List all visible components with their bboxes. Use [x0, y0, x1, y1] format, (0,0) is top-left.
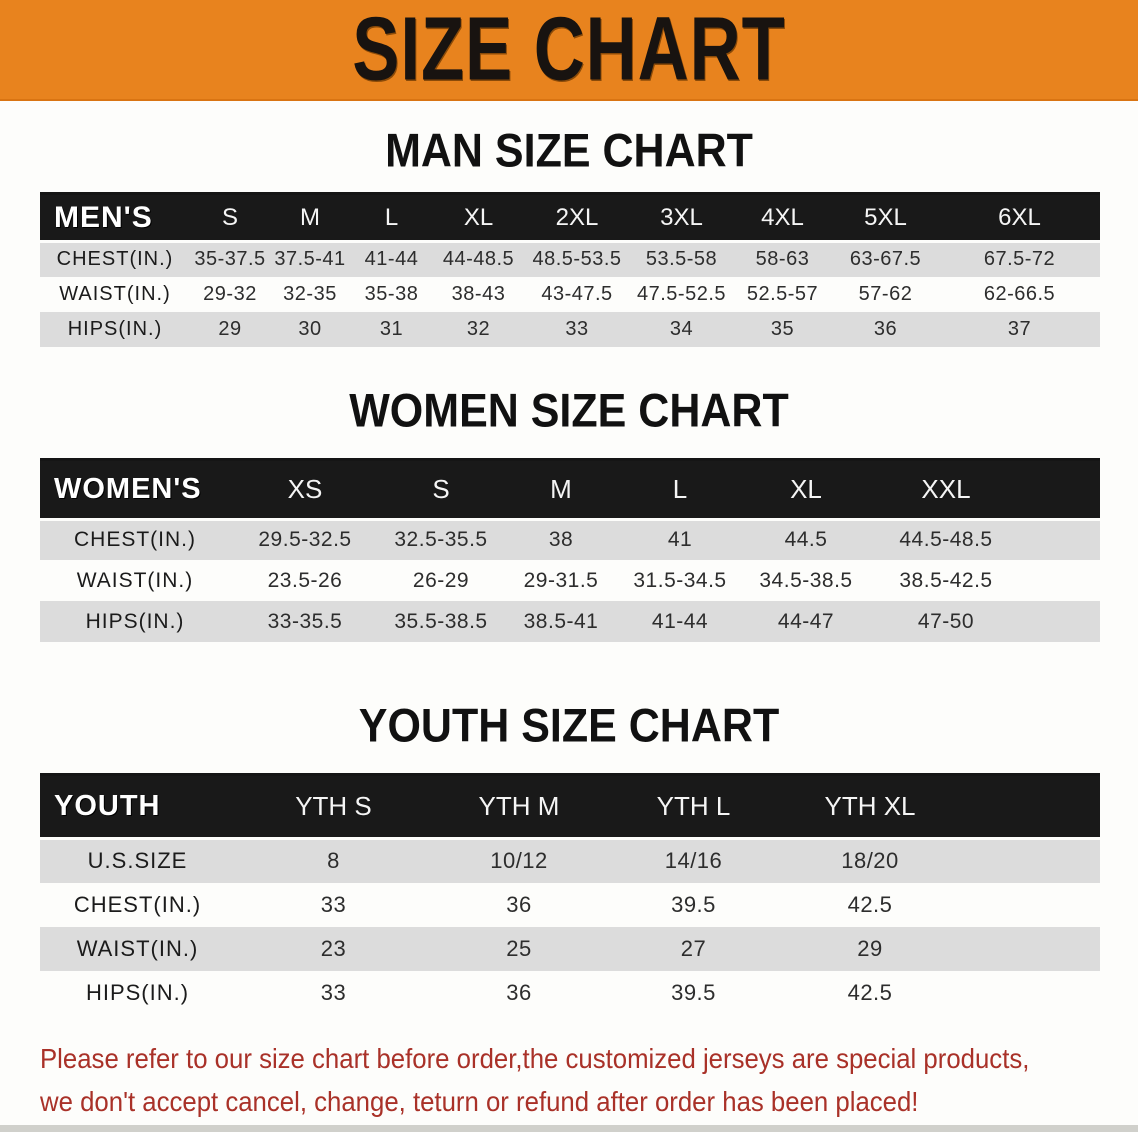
value-cell: 33 [235, 971, 432, 1015]
table-title-cell: WOMEN'S [40, 459, 230, 519]
filler-cell [1020, 519, 1100, 560]
value-cell: 48.5-53.5 [524, 242, 630, 277]
value-cell: 23 [235, 927, 432, 971]
value-cell: 43-47.5 [524, 277, 630, 312]
value-cell: 42.5 [781, 883, 959, 927]
men-size-table [40, 192, 1100, 347]
value-cell: 44-48.5 [433, 242, 524, 277]
value-cell: 29-32 [190, 277, 270, 312]
size-header-cell: 2XL [524, 194, 630, 242]
value-cell: 53.5-58 [630, 242, 733, 277]
value-cell: 18/20 [781, 839, 959, 883]
value-cell: 44.5 [740, 519, 872, 560]
size-header-cell: YTH M [432, 775, 606, 839]
filler-cell [959, 839, 1100, 883]
value-cell: 32 [433, 312, 524, 347]
value-cell: 29-31.5 [502, 560, 620, 601]
value-cell: 29 [190, 312, 270, 347]
men-table-header-row [40, 194, 1100, 242]
youth-section-title: YOUTH SIZE CHART [358, 699, 780, 753]
table-row [40, 519, 1100, 560]
size-header-cell: 6XL [939, 194, 1100, 242]
row-label-cell: HIPS(IN.) [40, 601, 230, 642]
value-cell: 32.5-35.5 [380, 519, 502, 560]
banner-title: SIZE CHART [352, 0, 786, 100]
value-cell: 35-38 [350, 277, 433, 312]
value-cell: 31.5-34.5 [620, 560, 740, 601]
women-section-title: WOMEN SIZE CHART [349, 384, 789, 437]
disclaimer-line-1: Please refer to our size chart before order,the customized jerseys are special products, [40, 1042, 1030, 1074]
value-cell: 57-62 [832, 277, 939, 312]
row-label-cell: WAIST(IN.) [40, 927, 235, 971]
value-cell: 23.5-26 [230, 560, 380, 601]
value-cell: 29.5-32.5 [230, 519, 380, 560]
value-cell: 63-67.5 [832, 242, 939, 277]
value-cell: 36 [832, 312, 939, 347]
row-label-cell: WAIST(IN.) [40, 560, 230, 601]
value-cell: 35-37.5 [190, 242, 270, 277]
size-chart-banner [0, 0, 1138, 101]
table-title-cell: YOUTH [40, 775, 235, 839]
value-cell: 27 [606, 927, 781, 971]
table-row [40, 839, 1100, 883]
value-cell: 32-35 [270, 277, 350, 312]
value-cell: 62-66.5 [939, 277, 1100, 312]
value-cell: 38 [502, 519, 620, 560]
value-cell: 10/12 [432, 839, 606, 883]
value-cell: 35 [733, 312, 832, 347]
value-cell: 47.5-52.5 [630, 277, 733, 312]
table-row [40, 312, 1100, 347]
table-row [40, 883, 1100, 927]
row-label-cell: CHEST(IN.) [40, 242, 190, 277]
women-size-table [40, 458, 1100, 643]
value-cell: 58-63 [733, 242, 832, 277]
disclaimer-text [40, 1037, 1138, 1123]
table-row [40, 560, 1100, 601]
bottom-edge-strip [0, 1125, 1138, 1132]
value-cell: 30 [270, 312, 350, 347]
filler-cell [959, 927, 1100, 971]
value-cell: 33 [524, 312, 630, 347]
value-cell: 26-29 [380, 560, 502, 601]
size-header-cell: 4XL [733, 194, 832, 242]
size-header-cell: YTH XL [781, 775, 959, 839]
value-cell: 47-50 [872, 601, 1020, 642]
value-cell: 36 [432, 883, 606, 927]
filler-cell [959, 883, 1100, 927]
size-header-cell: L [620, 459, 740, 519]
size-header-cell: XL [433, 194, 524, 242]
size-header-cell: S [190, 194, 270, 242]
value-cell: 41 [620, 519, 740, 560]
table-row [40, 242, 1100, 277]
size-header-cell: M [502, 459, 620, 519]
size-header-cell: YTH S [235, 775, 432, 839]
value-cell: 35.5-38.5 [380, 601, 502, 642]
value-cell: 38.5-42.5 [872, 560, 1020, 601]
value-cell: 41-44 [350, 242, 433, 277]
size-header-cell: XL [740, 459, 872, 519]
value-cell: 14/16 [606, 839, 781, 883]
row-label-cell: CHEST(IN.) [40, 519, 230, 560]
value-cell: 34 [630, 312, 733, 347]
table-row [40, 601, 1100, 642]
row-label-cell: HIPS(IN.) [40, 971, 235, 1015]
size-header-cell: XS [230, 459, 380, 519]
value-cell: 34.5-38.5 [740, 560, 872, 601]
value-cell: 42.5 [781, 971, 959, 1015]
filler-cell [1020, 601, 1100, 642]
size-header-cell: L [350, 194, 433, 242]
size-header-cell: 3XL [630, 194, 733, 242]
size-header-cell: 5XL [832, 194, 939, 242]
value-cell: 44.5-48.5 [872, 519, 1020, 560]
table-title-cell: MEN'S [40, 194, 190, 242]
value-cell: 33-35.5 [230, 601, 380, 642]
row-label-cell: WAIST(IN.) [40, 277, 190, 312]
value-cell: 39.5 [606, 971, 781, 1015]
table-row [40, 277, 1100, 312]
table-row [40, 927, 1100, 971]
value-cell: 38-43 [433, 277, 524, 312]
women-table-header-row [40, 459, 1100, 519]
value-cell: 67.5-72 [939, 242, 1100, 277]
filler-cell [1020, 560, 1100, 601]
value-cell: 38.5-41 [502, 601, 620, 642]
value-cell: 39.5 [606, 883, 781, 927]
value-cell: 29 [781, 927, 959, 971]
size-header-cell: M [270, 194, 350, 242]
value-cell: 41-44 [620, 601, 740, 642]
row-label-cell: U.S.SIZE [40, 839, 235, 883]
value-cell: 44-47 [740, 601, 872, 642]
size-header-cell: XXL [872, 459, 1020, 519]
value-cell: 52.5-57 [733, 277, 832, 312]
filler-cell [959, 775, 1100, 839]
row-label-cell: CHEST(IN.) [40, 883, 235, 927]
value-cell: 8 [235, 839, 432, 883]
youth-size-table [40, 773, 1100, 1015]
value-cell: 33 [235, 883, 432, 927]
value-cell: 37.5-41 [270, 242, 350, 277]
filler-cell [1020, 459, 1100, 519]
size-header-cell: YTH L [606, 775, 781, 839]
filler-cell [959, 971, 1100, 1015]
value-cell: 36 [432, 971, 606, 1015]
youth-table-header-row [40, 775, 1100, 839]
disclaimer-line-2: we don't accept cancel, change, teturn or refund after order has been placed! [40, 1085, 919, 1117]
value-cell: 25 [432, 927, 606, 971]
man-section-title: MAN SIZE CHART [385, 124, 753, 178]
value-cell: 31 [350, 312, 433, 347]
value-cell: 37 [939, 312, 1100, 347]
size-header-cell: S [380, 459, 502, 519]
row-label-cell: HIPS(IN.) [40, 312, 190, 347]
table-row [40, 971, 1100, 1015]
